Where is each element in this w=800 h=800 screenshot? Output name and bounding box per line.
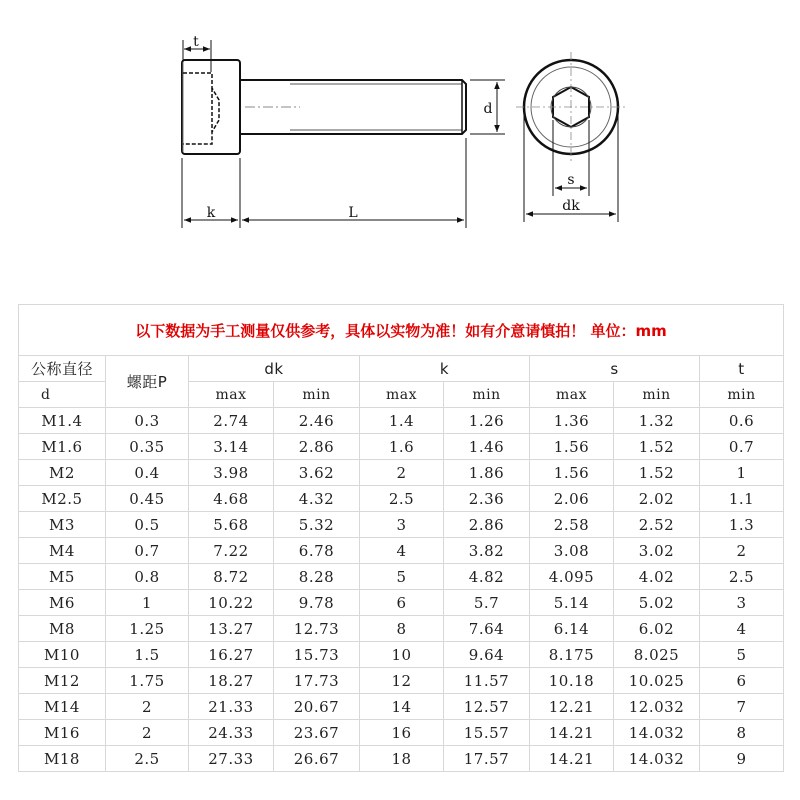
header-nominal-diameter: 公称直径 [19, 356, 106, 382]
cell-dk-max: 16.27 [189, 642, 274, 668]
cell-k-max: 2 [360, 460, 444, 486]
cell-k-min: 1.86 [444, 460, 530, 486]
cell-t-min: 3 [700, 590, 784, 616]
cell-pitch: 1.25 [106, 616, 189, 642]
cell-s-max: 6.14 [530, 616, 614, 642]
header-t-min: min [700, 382, 784, 408]
cell-s-min: 10.025 [614, 668, 700, 694]
cell-dk-max: 10.22 [189, 590, 274, 616]
cell-dk-min: 2.86 [274, 434, 360, 460]
cell-k-max: 6 [360, 590, 444, 616]
cell-s-min: 4.02 [614, 564, 700, 590]
bolt-technical-drawing [0, 0, 800, 290]
cell-dk-max: 21.33 [189, 694, 274, 720]
notice-row [19, 305, 784, 356]
cell-k-min: 11.57 [444, 668, 530, 694]
dim-label-s: s [567, 172, 575, 188]
cell-size: M16 [19, 720, 106, 746]
cell-t-min: 9 [700, 746, 784, 772]
cell-k-min: 17.57 [444, 746, 530, 772]
cell-dk-max: 2.74 [189, 408, 274, 434]
cell-dk-max: 3.14 [189, 434, 274, 460]
cell-dk-min: 20.67 [274, 694, 360, 720]
cell-t-min: 1 [700, 460, 784, 486]
dimension-spec-table [18, 304, 784, 772]
cell-pitch: 2 [106, 720, 189, 746]
cell-k-max: 14 [360, 694, 444, 720]
table-row [19, 616, 784, 642]
cell-dk-min: 8.28 [274, 564, 360, 590]
cell-k-min: 7.64 [444, 616, 530, 642]
cell-size: M12 [19, 668, 106, 694]
cell-k-max: 10 [360, 642, 444, 668]
table-row [19, 408, 784, 434]
cell-k-max: 1.6 [360, 434, 444, 460]
cell-k-min: 4.82 [444, 564, 530, 590]
cell-size: M10 [19, 642, 106, 668]
cell-size: M1.6 [19, 434, 106, 460]
bolt-side-view [182, 60, 466, 154]
cell-s-max: 1.56 [530, 460, 614, 486]
cell-dk-min: 12.73 [274, 616, 360, 642]
cell-dk-min: 23.67 [274, 720, 360, 746]
cell-s-min: 1.52 [614, 460, 700, 486]
dim-label-k: k [206, 205, 216, 221]
header-dk: dk [189, 356, 360, 382]
cell-t-min: 4 [700, 616, 784, 642]
cell-s-max: 1.36 [530, 408, 614, 434]
cell-t-min: 1.3 [700, 512, 784, 538]
cell-size: M5 [19, 564, 106, 590]
cell-dk-max: 24.33 [189, 720, 274, 746]
cell-size: M8 [19, 616, 106, 642]
cell-k-min: 1.46 [444, 434, 530, 460]
header-pitch: 螺距P [106, 356, 189, 408]
cell-k-max: 8 [360, 616, 444, 642]
header-t: t [700, 356, 784, 382]
cell-s-max: 5.14 [530, 590, 614, 616]
cell-pitch: 1.75 [106, 668, 189, 694]
cell-dk-min: 4.32 [274, 486, 360, 512]
cell-t-min: 1.1 [700, 486, 784, 512]
cell-pitch: 2 [106, 694, 189, 720]
cell-dk-max: 13.27 [189, 616, 274, 642]
cell-t-min: 5 [700, 642, 784, 668]
cell-s-max: 1.56 [530, 434, 614, 460]
cell-k-min: 12.57 [444, 694, 530, 720]
cell-pitch: 0.5 [106, 512, 189, 538]
cell-k-min: 2.86 [444, 512, 530, 538]
header-dk-max: max [189, 382, 274, 408]
cell-s-min: 3.02 [614, 538, 700, 564]
header-k-max: max [360, 382, 444, 408]
cell-size: M2.5 [19, 486, 106, 512]
cell-dk-max: 7.22 [189, 538, 274, 564]
cell-t-min: 2 [700, 538, 784, 564]
cell-k-max: 3 [360, 512, 444, 538]
cell-s-min: 1.32 [614, 408, 700, 434]
cell-s-min: 1.52 [614, 434, 700, 460]
table-row [19, 668, 784, 694]
cell-k-max: 4 [360, 538, 444, 564]
cell-k-min: 3.82 [444, 538, 530, 564]
cell-dk-min: 5.32 [274, 512, 360, 538]
cell-k-max: 1.4 [360, 408, 444, 434]
cell-k-max: 16 [360, 720, 444, 746]
table-row [19, 434, 784, 460]
cell-s-min: 14.032 [614, 746, 700, 772]
cell-t-min: 0.7 [700, 434, 784, 460]
cell-s-max: 2.06 [530, 486, 614, 512]
cell-pitch: 0.3 [106, 408, 189, 434]
header-row-1 [19, 356, 784, 382]
header-k-min: min [444, 382, 530, 408]
cell-k-max: 5 [360, 564, 444, 590]
cell-dk-min: 17.73 [274, 668, 360, 694]
cell-pitch: 0.45 [106, 486, 189, 512]
cell-t-min: 6 [700, 668, 784, 694]
cell-size: M6 [19, 590, 106, 616]
table-row [19, 590, 784, 616]
table-row [19, 564, 784, 590]
cell-k-max: 12 [360, 668, 444, 694]
cell-k-min: 15.57 [444, 720, 530, 746]
header-dk-min: min [274, 382, 360, 408]
cell-dk-max: 4.68 [189, 486, 274, 512]
cell-t-min: 2.5 [700, 564, 784, 590]
cell-size: M1.4 [19, 408, 106, 434]
table-row [19, 694, 784, 720]
cell-s-min: 5.02 [614, 590, 700, 616]
cell-k-min: 9.64 [444, 642, 530, 668]
cell-k-min: 5.7 [444, 590, 530, 616]
table-row [19, 460, 784, 486]
cell-size: M3 [19, 512, 106, 538]
cell-pitch: 1.5 [106, 642, 189, 668]
cell-dk-min: 26.67 [274, 746, 360, 772]
cell-dk-max: 3.98 [189, 460, 274, 486]
table-row [19, 642, 784, 668]
cell-s-max: 10.18 [530, 668, 614, 694]
cell-size: M4 [19, 538, 106, 564]
cell-dk-min: 15.73 [274, 642, 360, 668]
cell-s-min: 8.025 [614, 642, 700, 668]
cell-dk-min: 2.46 [274, 408, 360, 434]
cell-pitch: 0.35 [106, 434, 189, 460]
cell-k-max: 2.5 [360, 486, 444, 512]
cell-s-min: 14.032 [614, 720, 700, 746]
header-nominal-diameter-d: d [19, 382, 106, 408]
table-row [19, 512, 784, 538]
cell-k-min: 2.36 [444, 486, 530, 512]
cell-k-max: 18 [360, 746, 444, 772]
dim-label-dk: dk [562, 198, 580, 214]
table-row [19, 720, 784, 746]
cell-dk-min: 3.62 [274, 460, 360, 486]
cell-s-max: 12.21 [530, 694, 614, 720]
table-row [19, 538, 784, 564]
cell-s-max: 14.21 [530, 746, 614, 772]
cell-pitch: 2.5 [106, 746, 189, 772]
cell-s-max: 2.58 [530, 512, 614, 538]
cell-t-min: 8 [700, 720, 784, 746]
cell-dk-min: 6.78 [274, 538, 360, 564]
cell-size: M2 [19, 460, 106, 486]
header-s-min: min [614, 382, 700, 408]
cell-dk-max: 5.68 [189, 512, 274, 538]
cell-s-max: 3.08 [530, 538, 614, 564]
table-row [19, 486, 784, 512]
cell-k-min: 1.26 [444, 408, 530, 434]
table-row [19, 746, 784, 772]
cell-s-min: 6.02 [614, 616, 700, 642]
cell-size: M14 [19, 694, 106, 720]
cell-t-min: 7 [700, 694, 784, 720]
cell-pitch: 1 [106, 590, 189, 616]
bolt-end-view [516, 52, 626, 162]
cell-s-max: 14.21 [530, 720, 614, 746]
dim-label-L: L [348, 205, 358, 221]
cell-dk-max: 8.72 [189, 564, 274, 590]
cell-pitch: 0.7 [106, 538, 189, 564]
header-k: k [360, 356, 530, 382]
cell-pitch: 0.8 [106, 564, 189, 590]
dim-label-t: t [193, 34, 199, 50]
cell-dk-min: 9.78 [274, 590, 360, 616]
cell-size: M18 [19, 746, 106, 772]
cell-s-max: 8.175 [530, 642, 614, 668]
cell-t-min: 0.6 [700, 408, 784, 434]
cell-dk-max: 27.33 [189, 746, 274, 772]
cell-s-min: 12.032 [614, 694, 700, 720]
header-s: s [530, 356, 700, 382]
cell-dk-max: 18.27 [189, 668, 274, 694]
cell-s-min: 2.52 [614, 512, 700, 538]
header-s-max: max [530, 382, 614, 408]
measurement-notice: 以下数据为手工测量仅供参考，具体以实物为准！如有介意请慎拍！ 单位：mm [19, 305, 784, 356]
dim-label-d: d [483, 101, 493, 117]
cell-s-max: 4.095 [530, 564, 614, 590]
cell-s-min: 2.02 [614, 486, 700, 512]
cell-pitch: 0.4 [106, 460, 189, 486]
